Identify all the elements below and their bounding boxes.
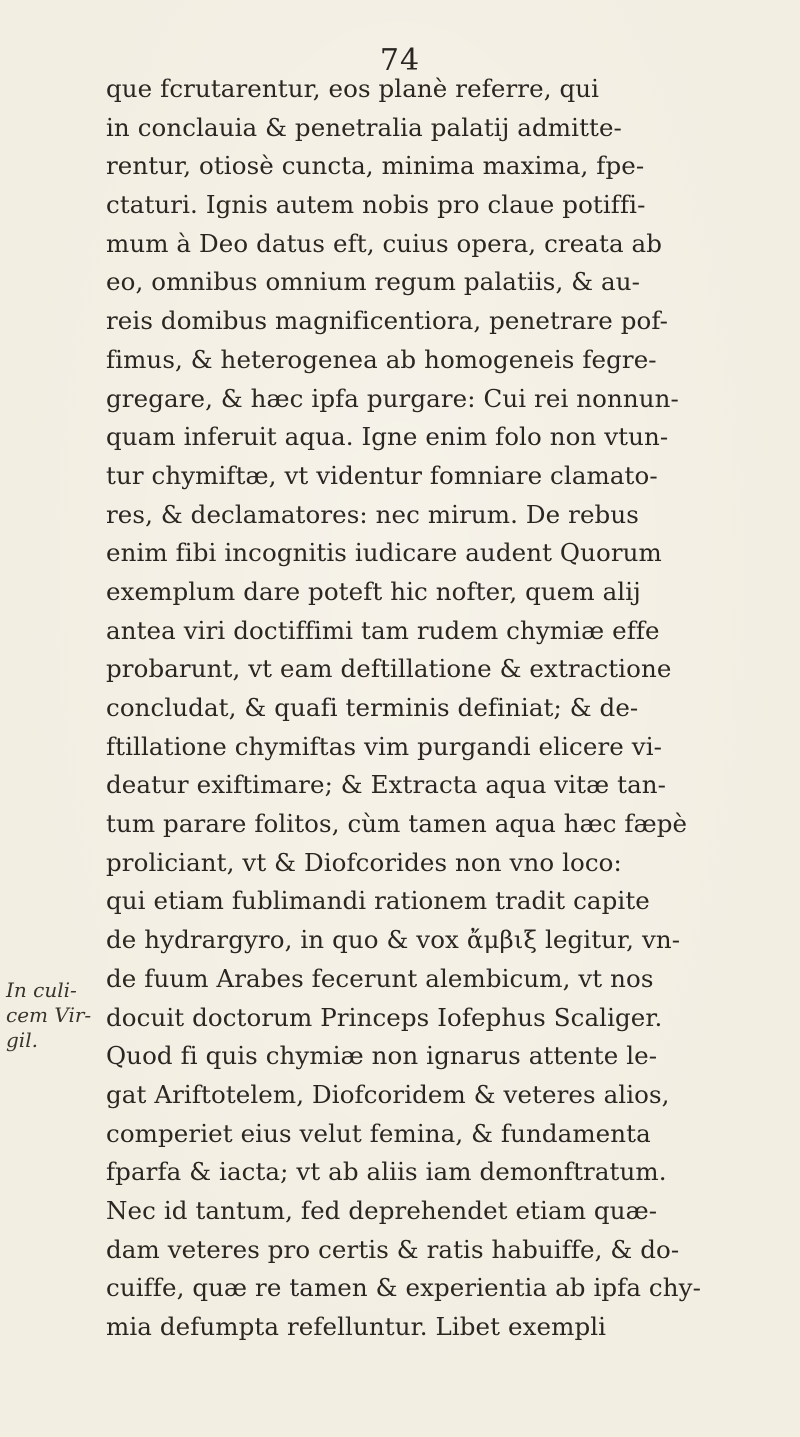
- text-line: dam veteres pro certis & ratis habuiffe, & do-: [106, 1234, 680, 1264]
- text-line: cuiffe, quæ re tamen & experientia ab ipfa chy-: [106, 1273, 701, 1303]
- text-line: tur chymiftæ, vt videntur fomniare clamato-: [106, 460, 658, 490]
- text-line: res, & declamatores: nec mirum. De rebus: [106, 499, 639, 529]
- text-line: rentur, otiosè cuncta, minima maxima, fpe-: [106, 151, 645, 181]
- text-line: fimus, & heterogenea ab homogeneis fegre-: [106, 344, 657, 374]
- text-line: mia defumpta refelluntur. Libet exempli: [106, 1312, 607, 1341]
- text-line: de fuum Arabes fecerunt alembicum, vt nos: [106, 963, 654, 993]
- text-line: eo, omnibus omnium regum palatiis, & au-: [106, 267, 640, 297]
- text-line: ctaturi. Ignis autem nobis pro claue potiffi-: [106, 190, 646, 220]
- margin-note-line: gil.: [6, 1028, 38, 1052]
- text-line: enim fibi incognitis iudicare audent Quorum: [106, 538, 662, 568]
- text-line: proliciant, vt & Diofcorides non vno loco:: [106, 847, 622, 877]
- text-line: de hydrargyro, in quo & vox ἄμβιξ legitur, vn-: [106, 925, 681, 955]
- text-line: in conclauia & penetralia palatij admitte-: [106, 112, 622, 142]
- page-number: 74: [379, 43, 421, 78]
- text-line: qui etiam fublimandi rationem tradit capite: [106, 886, 650, 916]
- text-line: quam inferuit aqua. Igne enim folo non vtun-: [106, 422, 669, 452]
- text-line: probarunt, vt eam deftillatione & extractione: [106, 654, 672, 684]
- text-line: antea viri doctiffimi tam rudem chymiæ effe: [106, 615, 660, 645]
- margin-note-line: cem Vir-: [6, 1003, 92, 1027]
- text-line: concludat, & quafi terminis definiat; & de-: [106, 693, 639, 722]
- text-line: docuit doctorum Princeps Iofephus Scaliger.: [106, 1002, 663, 1032]
- text-line: exemplum dare poteft hic nofter, quem alij: [106, 576, 641, 606]
- text-line: comperiet eius velut femina, & fundamenta: [106, 1118, 651, 1148]
- margin-note-line: In culi-: [6, 978, 77, 1002]
- text-line: deatur exiftimare; & Extracta aqua vitæ tan-: [106, 770, 667, 800]
- text-line: gat Ariftotelem, Diofcoridem & veteres alios,: [106, 1079, 670, 1109]
- text-line: mum à Deo datus eft, cuius opera, creata ab: [106, 228, 663, 258]
- text-line: Nec id tantum, fed deprehendet etiam quæ-: [106, 1195, 658, 1225]
- text-line: que fcrutarentur, eos planè referre, qui: [106, 74, 600, 103]
- text-line: ftillatione chymiftas vim purgandi elicere vi-: [106, 731, 663, 761]
- margin-note: [6, 978, 98, 1053]
- text-line: fparfa & iacta; vt ab aliis iam demonftratum.: [106, 1157, 667, 1187]
- text-line: Quod fi quis chymiæ non ignarus attente le-: [106, 1041, 658, 1071]
- body-text: [106, 70, 796, 1347]
- text-line: tum parare folitos, cùm tamen aqua hæc fæpè: [106, 809, 688, 839]
- text-line: reis domibus magnificentiora, penetrare pof-: [106, 306, 669, 336]
- text-line: gregare, & hæc ipfa purgare: Cui rei nonnun-: [106, 383, 679, 413]
